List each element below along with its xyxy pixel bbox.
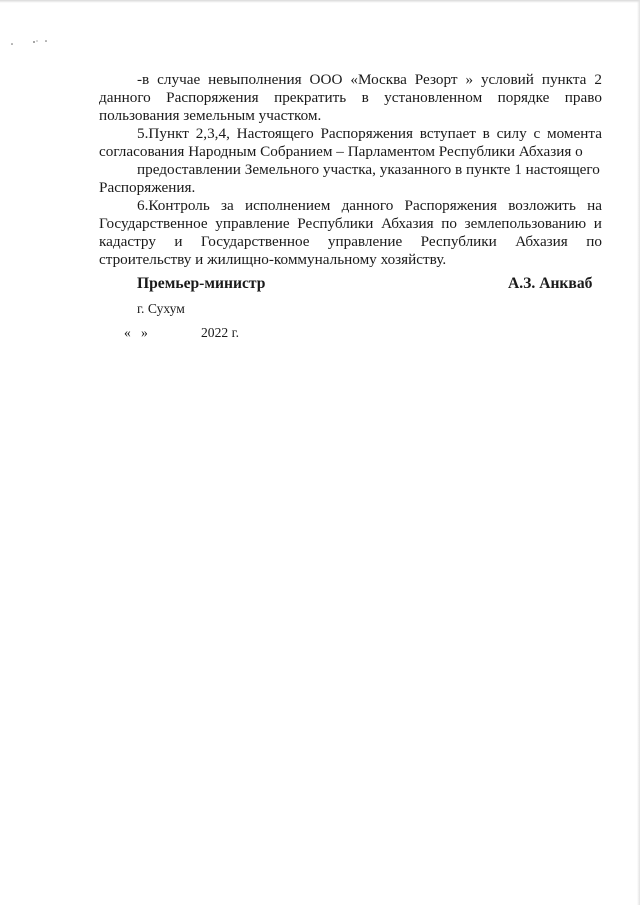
word: Государственное — [200, 233, 310, 250]
word: установленном — [384, 89, 483, 106]
word: порядке — [497, 89, 550, 106]
word: с — [533, 125, 541, 142]
word: управление — [327, 233, 403, 250]
word: Республики — [420, 233, 497, 250]
city-label: г. Сухум — [137, 301, 185, 316]
word: по — [441, 215, 458, 232]
paragraph-5-line-1 — [137, 125, 602, 143]
word: » — [465, 71, 474, 88]
word: Настоящего — [236, 125, 314, 142]
word: землепользованию — [464, 215, 587, 232]
word: «Москва — [350, 71, 407, 88]
signature-position: Премьер-министр — [137, 275, 266, 292]
word: вступает — [419, 125, 476, 142]
word: Распоряжения — [166, 89, 259, 106]
word: право — [564, 89, 602, 106]
word: в — [361, 89, 369, 106]
word: за — [221, 197, 234, 214]
word: и — [593, 215, 602, 232]
paragraph-5-line-3: предоставлении Земельного участка, указанного в пункте 1 настоящего — [137, 161, 600, 178]
word: кадастру — [99, 233, 156, 250]
word: данного — [99, 89, 151, 106]
word: Республики — [297, 215, 374, 232]
word: Распоряжения — [404, 197, 498, 214]
word: данного — [341, 197, 394, 214]
word: невыполнения — [208, 71, 302, 88]
word: 2 — [594, 71, 602, 88]
word: возложить — [508, 197, 576, 214]
word: исполнением — [244, 197, 331, 214]
paragraph-6-line-3 — [99, 233, 602, 251]
paragraph-6-line-1 — [137, 197, 602, 215]
paragraph-a-line-1 — [137, 71, 602, 89]
word: управление — [215, 215, 290, 232]
word: ООО — [309, 71, 343, 88]
paragraph-a-line-3: пользования земельным участком. — [99, 107, 322, 124]
word: случае — [157, 71, 201, 88]
word: 6.Контроль — [137, 197, 210, 214]
date-quotes: « » — [124, 325, 148, 340]
word: в — [482, 125, 490, 142]
paragraph-a-line-2 — [99, 89, 602, 107]
word: условий — [480, 71, 534, 88]
word: -в — [137, 71, 150, 88]
word: пункта — [541, 71, 587, 88]
word: и — [174, 233, 183, 250]
word: Государственное — [99, 215, 208, 232]
word: на — [587, 197, 602, 214]
paragraph-5-line-2: согласования Народным Собранием – Парламентом Республики Абхазия о — [99, 143, 583, 160]
scan-edge-top — [0, 0, 640, 3]
word: Резорт — [414, 71, 458, 88]
paragraph-6-line-4: строительству и жилищно-коммунальному хозяйству. — [99, 251, 447, 268]
date-year: 2022 г. — [201, 325, 240, 340]
word: Абхазия — [381, 215, 434, 232]
word: силу — [496, 125, 527, 142]
paragraph-6-line-2 — [99, 215, 602, 233]
word: 5.Пункт — [137, 125, 189, 142]
word: Абхазия — [515, 233, 568, 250]
word: Распоряжения — [320, 125, 413, 142]
signature-name: А.З. Анкваб — [508, 275, 593, 292]
paragraph-5-line-4: Распоряжения. — [99, 179, 196, 196]
word: момента — [546, 125, 602, 142]
word: 2,3,4, — [195, 125, 230, 142]
scan-specks — [10, 38, 60, 48]
word: прекратить — [274, 89, 347, 106]
word: по — [586, 233, 602, 250]
